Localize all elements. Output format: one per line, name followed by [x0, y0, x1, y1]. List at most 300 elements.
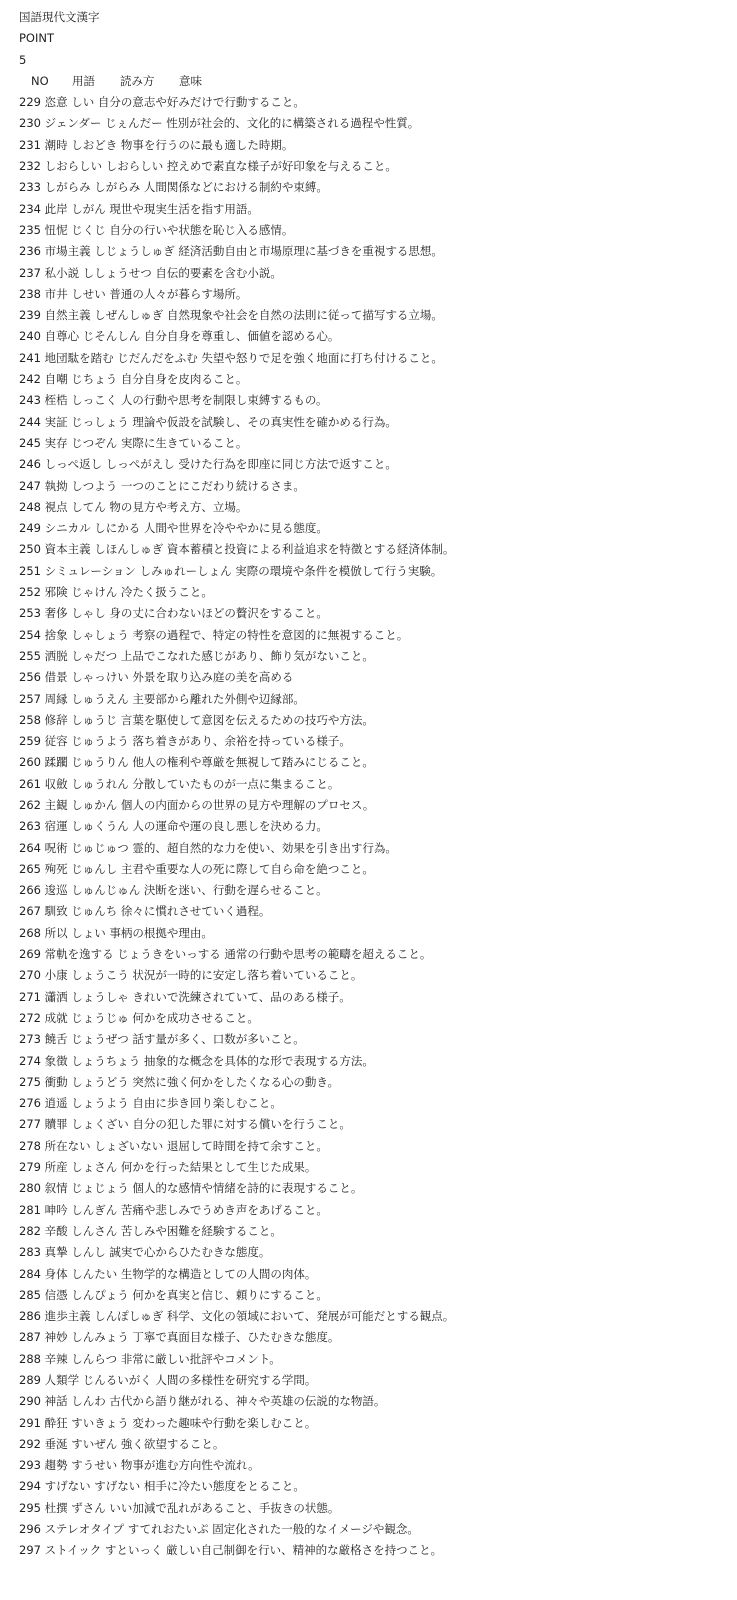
entry-meaning: 苦痛や悲しみでうめき声をあげること。: [120, 1202, 328, 1217]
entry-no: 238: [19, 286, 41, 301]
entry-meaning: 何かを成功させること。: [132, 1010, 259, 1025]
entry-meaning: 自分自身を皮肉ること。: [120, 372, 248, 387]
entry-no: 279: [19, 1160, 41, 1175]
entry-no: 236: [19, 244, 41, 259]
entry-reading: じょうじゅ: [71, 1010, 129, 1025]
list-item: [19, 838, 737, 859]
entry-reading: しんぎん: [71, 1202, 118, 1217]
entry-meaning: 自分の行いや状態を恥じ入る感情。: [109, 222, 294, 237]
list-item: [19, 1200, 737, 1221]
list-item: [19, 816, 737, 837]
entry-meaning: 徐々に慣れさせていく過程。: [120, 904, 271, 919]
entry-no: 244: [19, 414, 41, 429]
entry-no: 277: [19, 1117, 41, 1132]
entry-no: 270: [19, 968, 41, 983]
entry-reading: じだんだをふむ: [117, 350, 198, 365]
entry-meaning: 決断を迷い、行動を遅らせること。: [143, 883, 328, 898]
list-item: [19, 795, 737, 816]
entry-term: 小康: [44, 968, 68, 983]
entry-meaning: 受けた行為を即座に同じ方法で返すこと。: [178, 457, 397, 472]
entry-term: 奢侈: [44, 606, 68, 621]
entry-reading: しょうこう: [71, 968, 129, 983]
entry-meaning: 人間の多様性を研究する学問。: [155, 1373, 317, 1387]
list-item: [19, 518, 737, 539]
entry-meaning: 丁寧で真面目な様子、ひたむきな態度。: [132, 1330, 340, 1345]
entry-term: 象徴: [44, 1053, 68, 1068]
entry-term: 辛酸: [44, 1223, 68, 1238]
entry-term: ステレオタイプ: [44, 1522, 125, 1537]
entry-term: 潮時: [44, 137, 68, 152]
entry-meaning: 退屈して時間を持て余すこと。: [166, 1138, 328, 1153]
entry-meaning: 人間や世界を冷ややかに見る態度。: [143, 521, 328, 536]
list-item: [19, 241, 737, 262]
column-header-meaning: 意味: [179, 73, 202, 88]
entry-no: 258: [19, 712, 41, 727]
entry-meaning: 科学、文化の領域において、発展が可能だとする観点。: [166, 1309, 455, 1324]
entry-reading: しゃしょう: [71, 627, 129, 642]
list-item: [19, 390, 737, 411]
list-item: [19, 1029, 737, 1050]
document-subtitle: POINT: [19, 31, 55, 46]
point-number: 5: [19, 52, 27, 67]
entry-reading: しゅかん: [71, 797, 118, 812]
entry-no: 241: [19, 350, 41, 365]
entry-no: 286: [19, 1309, 41, 1324]
entry-term: 資本主義: [44, 542, 91, 557]
entry-meaning: 他人の権利や尊厳を無視して踏みにじること。: [132, 755, 374, 770]
entry-meaning: 自分自身を尊重し、価値を認める心。: [143, 329, 340, 344]
list-item: [19, 326, 737, 347]
entry-no: 242: [19, 372, 41, 387]
entry-no: 295: [19, 1500, 41, 1515]
list-item: [19, 1327, 737, 1348]
entry-meaning: 理論や仮設を試験し、その真実性を確かめる行為。: [132, 414, 397, 429]
entry-no: 245: [19, 435, 41, 450]
entry-no: 278: [19, 1138, 41, 1153]
entry-term: 信憑: [44, 1287, 68, 1302]
entry-reading: ずさん: [71, 1500, 106, 1515]
entry-no: 237: [19, 265, 41, 280]
entry-term: 人類学: [44, 1373, 80, 1387]
list-item: [19, 476, 737, 497]
list-item: [19, 220, 737, 241]
list-item: [19, 667, 737, 688]
entry-no: 229: [19, 95, 41, 110]
list-item: [19, 135, 737, 156]
list-item: [19, 1306, 737, 1327]
list-item: [19, 1072, 737, 1093]
entry-term: 修辞: [44, 712, 68, 727]
entry-meaning: 人の行動や思考を制限し束縛するもの。: [120, 393, 328, 408]
entry-no: 274: [19, 1053, 41, 1068]
entry-reading: しぜんしゅぎ: [94, 308, 164, 323]
entry-reading: じぇんだー: [105, 116, 163, 131]
entry-reading: しゅうじ: [71, 712, 118, 727]
entry-reading: しじょうしゅぎ: [94, 244, 175, 259]
entry-no: 281: [19, 1202, 41, 1217]
entry-reading: しょさん: [71, 1160, 118, 1175]
list-item: [19, 113, 737, 134]
entry-term: 視点: [44, 499, 68, 514]
entry-meaning: 相手に冷たい態度をとること。: [143, 1479, 305, 1494]
entry-meaning: 厳しい自己制御を行い、精神的な厳格さを持つこと。: [166, 1543, 443, 1558]
entry-term: 所以: [44, 925, 68, 940]
entry-no: 260: [19, 755, 41, 770]
entry-meaning: 個人的な感情や情緒を詩的に表現すること。: [132, 1181, 363, 1196]
entry-no: 296: [19, 1522, 41, 1537]
list-item: [19, 625, 737, 646]
entry-reading: しんぴょう: [71, 1287, 129, 1302]
list-item: [19, 1114, 737, 1135]
entry-term: シニカル: [44, 521, 91, 536]
entry-meaning: 現世や現実生活を指す用語。: [109, 201, 259, 216]
entry-reading: ししょうせつ: [82, 265, 152, 280]
list-item: [19, 1221, 737, 1242]
entry-term: 私小説: [44, 265, 80, 280]
entry-term: 忸怩: [44, 222, 68, 237]
entry-no: 233: [19, 180, 41, 195]
entry-no: 263: [19, 819, 41, 834]
entry-meaning: 生物学的な構造としての人間の肉体。: [120, 1266, 317, 1281]
entry-meaning: 身の丈に合わないほどの贅沢をすること。: [109, 606, 328, 621]
entry-reading: じゅじゅつ: [71, 840, 129, 855]
entry-term: 恣意: [44, 95, 68, 110]
entry-reading: じょじょう: [71, 1181, 129, 1196]
column-header-row: [19, 71, 737, 92]
entry-reading: しおらしい: [105, 159, 164, 174]
entry-term: 成就: [44, 1010, 68, 1025]
entry-term: しがらみ: [44, 180, 91, 195]
list-item: [19, 880, 737, 901]
entry-reading: しょうどう: [71, 1074, 129, 1089]
entry-reading: しょうよう: [71, 1096, 129, 1111]
list-item: [19, 369, 737, 390]
list-item: [19, 582, 737, 603]
entry-reading: じくじ: [71, 222, 106, 237]
entry-no: 276: [19, 1096, 41, 1111]
entry-list: [19, 92, 737, 1561]
list-item: [19, 731, 737, 752]
entry-no: 247: [19, 478, 41, 493]
entry-meaning: 言葉を駆使して意図を伝えるための技巧や方法。: [120, 712, 374, 727]
entry-meaning: 何かを真実と信じ、頼りにすること。: [132, 1287, 328, 1302]
list-item: [19, 1455, 737, 1476]
entry-term: 市場主義: [44, 244, 91, 259]
entry-meaning: 資本蓄積と投資による利益追求を特徴とする経済体制。: [166, 542, 455, 557]
entry-no: 232: [19, 159, 41, 174]
entry-reading: じゅんし: [71, 861, 118, 876]
list-item: [19, 412, 737, 433]
entry-no: 268: [19, 925, 41, 940]
entry-reading: しんさん: [71, 1223, 118, 1238]
entry-meaning: 落ち着きがあり、余裕を持っている様子。: [132, 734, 351, 749]
list-item: [19, 901, 737, 922]
entry-meaning: 人の運命や運の良し悪しを決める力。: [132, 819, 328, 834]
entry-reading: しょい: [71, 925, 106, 940]
entry-reading: しゅうえん: [71, 691, 129, 706]
list-item: [19, 859, 737, 880]
list-item: [19, 1136, 737, 1157]
entry-meaning: 冷たく扱うこと。: [120, 585, 213, 600]
entry-reading: じょうぜつ: [71, 1032, 129, 1047]
entry-meaning: 失望や怒りで足を強く地面に打ち付けること。: [201, 350, 443, 365]
list-item: [19, 497, 737, 518]
entry-no: 261: [19, 776, 41, 791]
list-item: [19, 1519, 737, 1540]
entry-meaning: 主要部から離れた外側や辺縁部。: [132, 691, 305, 706]
entry-reading: しゃだつ: [71, 648, 118, 663]
entry-reading: しせい: [71, 286, 106, 301]
entry-no: 266: [19, 883, 41, 898]
document-title: 国語現代文漢字: [19, 10, 100, 24]
entry-meaning: 実際に生きていること。: [120, 435, 248, 450]
entry-no: 272: [19, 1010, 41, 1025]
entry-term: 呻吟: [44, 1202, 68, 1217]
entry-no: 253: [19, 606, 41, 621]
entry-term: 饒舌: [44, 1032, 68, 1047]
entry-no: 249: [19, 521, 41, 536]
entry-reading: しんし: [71, 1245, 106, 1260]
entry-reading: しょくざい: [71, 1117, 129, 1132]
entry-term: 捨象: [44, 627, 68, 642]
entry-reading: しおどき: [71, 137, 118, 152]
entry-no: 273: [19, 1032, 41, 1047]
entry-term: 呪術: [44, 840, 68, 855]
entry-meaning: いい加減で乱れがあること、手抜きの状態。: [109, 1500, 340, 1515]
entry-no: 282: [19, 1223, 41, 1238]
entry-reading: じつぞん: [71, 435, 118, 450]
entry-term: しおらしい: [44, 159, 103, 174]
entry-term: 市井: [44, 286, 68, 301]
list-item: [19, 1264, 737, 1285]
entry-term: 自然主義: [44, 308, 91, 323]
entry-term: 自尊心: [44, 329, 80, 344]
list-item: [19, 1540, 737, 1561]
entry-no: 251: [19, 563, 41, 578]
entry-term: 逡巡: [44, 883, 68, 898]
entry-no: 230: [19, 116, 41, 131]
entry-meaning: 自伝的要素を含む小説。: [155, 265, 282, 280]
entry-term: 神話: [44, 1394, 68, 1409]
entry-meaning: 苦しみや困難を経験すること。: [120, 1223, 282, 1238]
list-item: [19, 923, 737, 944]
entry-term: すげない: [44, 1479, 91, 1494]
list-item: [19, 1051, 737, 1072]
entry-meaning: 突然に強く何かをしたくなる心の動き。: [132, 1074, 339, 1089]
entry-no: 285: [19, 1287, 41, 1302]
list-item: [19, 987, 737, 1008]
entry-no: 291: [19, 1415, 41, 1430]
entry-no: 243: [19, 393, 41, 408]
entry-no: 284: [19, 1266, 41, 1281]
entry-meaning: 自分の犯した罪に対する償いを行うこと。: [132, 1117, 351, 1132]
entry-no: 271: [19, 989, 41, 1004]
entry-meaning: 状況が一時的に安定し落ち着いていること。: [132, 968, 363, 983]
entry-no: 262: [19, 797, 41, 812]
entry-reading: しょざいない: [94, 1138, 164, 1153]
entry-term: 辛辣: [44, 1351, 68, 1366]
entry-reading: しんわ: [71, 1394, 106, 1409]
entry-term: ストイック: [44, 1543, 102, 1558]
list-item: [19, 433, 737, 454]
entry-no: 254: [19, 627, 41, 642]
list-item: [19, 92, 737, 113]
list-item: [19, 539, 737, 560]
list-item: [19, 177, 737, 198]
list-item: [19, 348, 737, 369]
entry-no: 283: [19, 1245, 41, 1260]
entry-no: 293: [19, 1458, 41, 1473]
list-item: [19, 561, 737, 582]
entry-no: 267: [19, 904, 41, 919]
entry-meaning: 強く欲望すること。: [120, 1436, 225, 1451]
entry-term: 贖罪: [44, 1117, 68, 1132]
entry-term: 洒脱: [44, 648, 68, 663]
entry-reading: じそんしん: [82, 329, 141, 344]
list-item: [19, 1476, 737, 1497]
entry-meaning: 何かを行った結果として生じた成果。: [120, 1160, 317, 1175]
list-item: [19, 1370, 737, 1391]
entry-term: 地団駄を踏む: [44, 350, 114, 365]
entry-reading: すげない: [94, 1479, 141, 1494]
entry-reading: じんるいがく: [82, 1373, 152, 1387]
list-item: [19, 263, 737, 284]
entry-reading: じょうきをいっする: [117, 947, 221, 962]
entry-no: 288: [19, 1351, 41, 1366]
list-item: [19, 1349, 737, 1370]
entry-term: 身体: [44, 1266, 68, 1281]
entry-term: 実証: [44, 414, 68, 429]
entry-no: 252: [19, 585, 41, 600]
entry-no: 235: [19, 222, 41, 237]
entry-reading: してん: [71, 499, 106, 514]
entry-no: 239: [19, 308, 41, 323]
entry-no: 297: [19, 1543, 41, 1558]
entry-meaning: 物事を行うのに最も適した時期。: [120, 137, 294, 152]
entry-no: 289: [19, 1373, 41, 1387]
entry-meaning: 主君や重要な人の死に際して自ら命を絶つこと。: [120, 861, 374, 876]
entry-reading: しゅんじゅん: [71, 883, 141, 898]
entry-reading: しょうしゃ: [71, 989, 129, 1004]
entry-meaning: 変わった趣味や行動を楽しむこと。: [132, 1415, 317, 1430]
entry-no: 234: [19, 201, 41, 216]
list-item: [19, 284, 737, 305]
entry-term: 自嘲: [44, 372, 68, 387]
entry-reading: しんぽしゅぎ: [94, 1309, 164, 1324]
entry-reading: しんみょう: [71, 1330, 129, 1345]
list-item: [19, 1157, 737, 1178]
entry-term: シミュレーション: [44, 563, 136, 578]
entry-meaning: 個人の内面からの世界の見方や理解のプロセス。: [120, 797, 375, 812]
entry-term: 逍遥: [44, 1096, 68, 1111]
entry-reading: しがん: [71, 201, 106, 216]
entry-term: 執拗: [44, 478, 68, 493]
entry-reading: しがらみ: [94, 180, 141, 195]
entry-no: 246: [19, 457, 41, 472]
entry-term: ジェンダー: [44, 116, 102, 131]
entry-no: 248: [19, 499, 41, 514]
entry-meaning: 古代から語り継がれる、神々や英雄の伝説的な物語。: [109, 1394, 386, 1409]
entry-reading: しほんしゅぎ: [94, 542, 164, 557]
entry-term: 邪険: [44, 585, 68, 600]
list-item: [19, 689, 737, 710]
entry-meaning: 自分の意志や好みだけで行動すること。: [97, 95, 305, 110]
list-item: [19, 944, 737, 965]
entry-reading: しっこく: [71, 393, 118, 408]
entry-meaning: 経済活動自由と市場原理に基づきを重視する思想。: [178, 244, 443, 259]
entry-term: 殉死: [44, 861, 68, 876]
entry-reading: すといっく: [104, 1543, 163, 1558]
entry-reading: じちょう: [71, 372, 118, 387]
entry-term: 収斂: [44, 776, 68, 791]
entry-term: 宿運: [44, 819, 68, 834]
entry-meaning: 一つのことにこだわり続けるさま。: [120, 478, 305, 493]
entry-meaning: 考察の過程で、特定の特性を意図的に無視すること。: [132, 627, 409, 642]
entry-term: 桎梏: [44, 393, 68, 408]
entry-meaning: 人間関係などにおける制約や束縛。: [143, 180, 328, 195]
entry-no: 280: [19, 1181, 41, 1196]
entry-term: 借景: [44, 670, 68, 685]
entry-no: 292: [19, 1436, 41, 1451]
entry-no: 250: [19, 542, 41, 557]
entry-meaning: 霊的、超自然的な力を使い、効果を引き出す行為。: [132, 840, 397, 855]
entry-meaning: 通常の行動や思考の範疇を超えること。: [224, 947, 432, 962]
entry-meaning: 自然現象や社会を自然の法則に従って描写する立場。: [166, 308, 443, 323]
list-item: [19, 454, 737, 475]
entry-reading: しっぺがえし: [105, 457, 175, 472]
entry-term: しっぺ返し: [44, 457, 103, 472]
list-item: [19, 603, 737, 624]
entry-term: 此岸: [44, 201, 68, 216]
entry-reading: すうせい: [71, 1458, 118, 1473]
entry-reading: じっしょう: [71, 414, 129, 429]
entry-reading: すいきょう: [71, 1415, 129, 1430]
entry-reading: すてれおたいぷ: [127, 1522, 209, 1537]
list-item: [19, 1413, 737, 1434]
entry-reading: しんたい: [71, 1266, 118, 1281]
entry-term: 杜撰: [44, 1500, 68, 1515]
entry-no: 264: [19, 840, 41, 855]
entry-no: 255: [19, 648, 41, 663]
entry-meaning: 抽象的な概念を具体的な形で表現する方法。: [143, 1053, 374, 1068]
entry-no: 265: [19, 861, 41, 876]
entry-reading: すいぜん: [71, 1436, 118, 1451]
entry-reading: しょうちょう: [71, 1053, 141, 1068]
entry-reading: しつよう: [71, 478, 118, 493]
entry-term: 周縁: [44, 691, 68, 706]
entry-meaning: 上品でこなれた感じがあり、飾り気がないこと。: [120, 648, 374, 663]
entry-meaning: 誠実で心からひたむきな態度。: [109, 1245, 271, 1260]
entry-reading: じゃけん: [71, 585, 118, 600]
entry-term: 馴致: [44, 904, 68, 919]
list-item: [19, 1434, 737, 1455]
list-item: [19, 1498, 737, 1519]
entry-reading: しい: [71, 95, 95, 110]
entry-term: 実存: [44, 435, 68, 450]
entry-term: 所産: [44, 1160, 68, 1175]
entry-no: 275: [19, 1074, 41, 1089]
entry-term: 瀟洒: [44, 989, 68, 1004]
entry-meaning: 物の見方や考え方、立場。: [109, 499, 248, 514]
entry-meaning: 話す量が多く、口数が多いこと。: [132, 1032, 305, 1047]
entry-meaning: 実際の環境や条件を模倣して行う実験。: [235, 563, 443, 578]
entry-meaning: 外景を取り込み庭の美を高める: [132, 670, 294, 685]
list-item: [19, 646, 737, 667]
list-item: [19, 305, 737, 326]
entry-term: 進歩主義: [44, 1309, 91, 1324]
entry-meaning: 自由に歩き回り楽しむこと。: [132, 1096, 282, 1111]
entry-no: 294: [19, 1479, 41, 1494]
